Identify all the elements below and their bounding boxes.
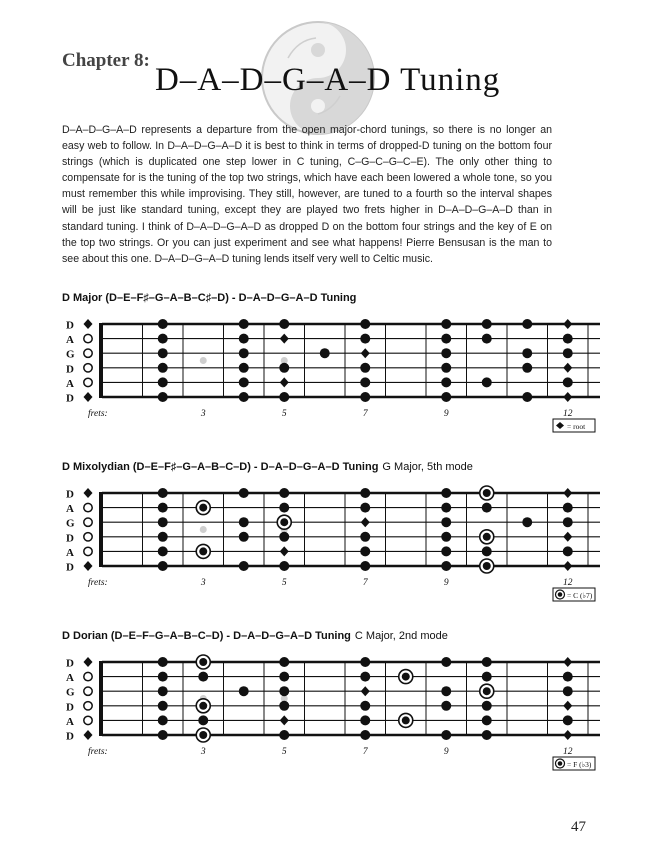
note-dot <box>482 319 492 329</box>
fretboard-d-major <box>60 312 600 442</box>
string-label: A <box>66 715 74 728</box>
diagram-1-heading <box>62 292 360 304</box>
note-dot <box>360 546 370 556</box>
note-dot <box>158 546 168 556</box>
note-dot <box>563 546 573 556</box>
note-dot <box>522 517 532 527</box>
legend-text: = F (♭3) <box>567 760 592 769</box>
note-dot <box>360 672 370 682</box>
note-dot <box>360 488 370 498</box>
note-root-diamond <box>563 392 572 402</box>
diagram-3-subtitle: C Major, 2nd mode <box>354 630 448 642</box>
note-dot <box>482 503 492 513</box>
note-dot <box>158 730 168 740</box>
string-label: A <box>66 546 74 559</box>
note-dot <box>441 546 451 556</box>
note-dot <box>279 503 289 513</box>
nut <box>99 661 103 736</box>
note-dot <box>563 503 573 513</box>
note-dot <box>360 657 370 667</box>
string-label: D <box>66 319 74 332</box>
note-target-center <box>199 731 207 739</box>
note-target-center <box>402 673 410 681</box>
note-target-center <box>280 518 288 526</box>
note-dot <box>279 561 289 571</box>
diagram-1-title: D Major (D–E–F♯–G–A–B–C♯–D) - D–A–D–G–A–D Tuning <box>62 292 357 304</box>
string-label: D <box>66 488 74 501</box>
note-dot <box>279 532 289 542</box>
note-dot <box>441 561 451 571</box>
diagram-2-title: D Mixolydian (D–E–F♯–G–A–B–C–D) - D–A–D–G–A–D Tuning <box>62 461 379 473</box>
string-label: A <box>66 503 74 516</box>
note-dot <box>198 672 208 682</box>
note-dot <box>360 392 370 402</box>
note-target-center <box>199 702 207 710</box>
note-dot <box>441 532 451 542</box>
note-dot <box>522 319 532 329</box>
page-number: 47 <box>571 819 586 835</box>
note-dot <box>279 392 289 402</box>
diagram-2-subtitle: G Major, 5th mode <box>382 461 473 473</box>
intro-paragraph: D–A–D–G–A–D represents a departure from the open major-chord tunings, so there is no longer an easy web to follow. In D–A–D–G–A–D it is best to think in terms of dropped-D tuning on the bottom four strings (which is duplicated one step lower in C tuning, C–G–C–G–C–E). The only other thing to compensate for is the tuning of the top two strings, which have each been lowered a whole tone, so you must remember this while improvising. They still, however, are tuned to a fourth so the interval shapes will be just like standard tuning, except they are played two frets higher in D–A–D–G–A–D than in standard tuning. I think of D–A–D–G–A–D as dropped D on the bottom four strings and the key of E on the top two strings. Or you can just experiment and see what happens! Pierre Bensusan is the man to see about this one. D–A–D–G–A–D tuning lends itself very well to Celtic music. <box>62 124 552 265</box>
note-dot <box>279 730 289 740</box>
string-label: D <box>66 730 74 743</box>
note-root-diamond <box>280 334 289 344</box>
note-dot <box>522 392 532 402</box>
note-dot <box>482 546 492 556</box>
open-string-open-circle <box>84 533 92 541</box>
open-string-open-circle <box>84 503 92 511</box>
note-dot <box>441 686 451 696</box>
note-dot <box>158 517 168 527</box>
note-dot <box>441 730 451 740</box>
note-dot <box>239 532 249 542</box>
note-dot <box>441 503 451 513</box>
note-dot <box>279 488 289 498</box>
note-root-diamond <box>280 715 289 725</box>
note-dot <box>360 363 370 373</box>
note-dot <box>563 377 573 387</box>
nut <box>99 492 103 567</box>
open-string-open-circle <box>84 672 92 680</box>
fret-number: 12 <box>563 578 573 588</box>
legend-text: = C (♭7) <box>567 591 593 600</box>
open-string-open-circle <box>84 687 92 695</box>
legend-target-icon-center <box>558 761 563 766</box>
chapter-label: Chapter 8: <box>62 50 150 71</box>
note-dot <box>360 532 370 542</box>
note-dot <box>279 319 289 329</box>
note-dot <box>441 348 451 358</box>
fret-number: 7 <box>362 409 368 419</box>
note-dot <box>482 715 492 725</box>
note-dot <box>441 319 451 329</box>
note-dot <box>279 657 289 667</box>
string-label: D <box>66 657 74 670</box>
note-dot <box>239 517 249 527</box>
fret-inlay-dot <box>200 357 207 364</box>
open-string-root-diamond <box>84 561 93 571</box>
note-root-diamond <box>361 686 370 696</box>
fretboard-d-dorian <box>60 650 600 780</box>
string-label: D <box>66 561 74 574</box>
note-dot <box>158 503 168 513</box>
note-dot <box>239 377 249 387</box>
open-string-open-circle <box>84 547 92 555</box>
note-dot <box>239 686 249 696</box>
fret-number: 5 <box>281 578 287 588</box>
fret-number: 12 <box>563 409 573 419</box>
frets-label: frets: <box>88 578 108 588</box>
note-root-diamond <box>563 319 572 329</box>
note-dot <box>158 532 168 542</box>
note-root-diamond <box>563 532 572 542</box>
note-dot <box>198 715 208 725</box>
note-root-diamond <box>563 730 572 740</box>
note-dot <box>239 334 249 344</box>
string-label: G <box>66 517 75 530</box>
note-dot <box>360 319 370 329</box>
string-label: G <box>66 686 75 699</box>
note-dot <box>563 334 573 344</box>
note-dot <box>563 686 573 696</box>
open-string-root-diamond <box>84 730 93 740</box>
note-dot <box>441 334 451 344</box>
fret-inlay-dot <box>200 526 207 533</box>
fret-number: 5 <box>281 409 287 419</box>
string-label: D <box>66 392 74 405</box>
note-dot <box>360 730 370 740</box>
note-target-center <box>199 504 207 512</box>
note-target-center <box>483 533 491 541</box>
note-dot <box>158 488 168 498</box>
note-dot <box>239 561 249 571</box>
note-target-center <box>483 687 491 695</box>
note-dot <box>522 348 532 358</box>
note-dot <box>158 561 168 571</box>
note-dot <box>279 686 289 696</box>
string-label: A <box>66 334 74 347</box>
string-label: G <box>66 348 75 361</box>
note-dot <box>482 657 492 667</box>
fret-number: 9 <box>443 747 449 757</box>
note-dot <box>158 319 168 329</box>
fret-number: 3 <box>200 747 206 757</box>
note-dot <box>158 348 168 358</box>
note-dot <box>441 363 451 373</box>
note-dot <box>158 701 168 711</box>
note-root-diamond <box>361 517 370 527</box>
note-dot <box>360 334 370 344</box>
string-label: A <box>66 672 74 685</box>
note-root-diamond <box>563 363 572 373</box>
open-string-open-circle <box>84 716 92 724</box>
note-root-diamond <box>563 561 572 571</box>
note-target-center <box>199 547 207 555</box>
note-dot <box>239 348 249 358</box>
note-dot <box>279 672 289 682</box>
open-string-open-circle <box>84 349 92 357</box>
legend-text: = root <box>567 422 586 431</box>
open-string-open-circle <box>84 702 92 710</box>
note-root-diamond <box>280 546 289 556</box>
note-dot <box>360 561 370 571</box>
note-dot <box>158 377 168 387</box>
open-string-open-circle <box>84 378 92 386</box>
open-string-open-circle <box>84 364 92 372</box>
fret-number: 7 <box>362 747 368 757</box>
note-dot <box>563 348 573 358</box>
string-label: D <box>66 532 74 545</box>
note-dot <box>563 672 573 682</box>
note-dot <box>482 730 492 740</box>
chapter-title: D–A–D–G–A–D Tuning <box>155 62 501 98</box>
note-dot <box>563 517 573 527</box>
note-dot <box>239 319 249 329</box>
note-dot <box>279 363 289 373</box>
fret-number: 12 <box>563 747 573 757</box>
fret-number: 3 <box>200 409 206 419</box>
note-root-diamond <box>563 701 572 711</box>
note-target-center <box>402 716 410 724</box>
legend-target-icon-center <box>558 592 563 597</box>
note-dot <box>158 657 168 667</box>
nut <box>99 323 103 398</box>
note-dot <box>441 392 451 402</box>
diagram-2-heading <box>62 461 473 473</box>
string-label: D <box>66 363 74 376</box>
note-dot <box>441 377 451 387</box>
open-string-root-diamond <box>84 319 93 329</box>
open-string-open-circle <box>84 518 92 526</box>
note-dot <box>563 715 573 725</box>
note-dot <box>158 363 168 373</box>
note-dot <box>482 672 492 682</box>
note-dot <box>239 363 249 373</box>
fretboard-d-mixolydian <box>60 481 600 611</box>
note-root-diamond <box>563 488 572 498</box>
note-dot <box>279 701 289 711</box>
note-root-diamond <box>563 657 572 667</box>
note-target-center <box>483 562 491 570</box>
note-dot <box>360 377 370 387</box>
fret-number: 9 <box>443 409 449 419</box>
note-dot <box>441 488 451 498</box>
diagram-3-title: D Dorian (D–E–F–G–A–B–C–D) - D–A–D–G–A–D Tuning <box>62 630 351 642</box>
note-dot <box>360 503 370 513</box>
note-dot <box>360 701 370 711</box>
note-target-center <box>483 489 491 497</box>
note-root-diamond <box>280 377 289 387</box>
note-dot <box>522 363 532 373</box>
note-dot <box>482 334 492 344</box>
note-dot <box>158 715 168 725</box>
note-dot <box>158 686 168 696</box>
note-dot <box>158 334 168 344</box>
note-root-diamond <box>361 348 370 358</box>
frets-label: frets: <box>88 409 108 419</box>
note-dot <box>158 672 168 682</box>
fret-number: 3 <box>200 578 206 588</box>
fret-number: 9 <box>443 578 449 588</box>
note-dot <box>158 392 168 402</box>
open-string-root-diamond <box>84 392 93 402</box>
note-dot <box>320 348 330 358</box>
open-string-root-diamond <box>84 488 93 498</box>
note-dot <box>482 701 492 711</box>
fret-number: 7 <box>362 578 368 588</box>
note-dot <box>441 517 451 527</box>
fret-number: 5 <box>281 747 287 757</box>
diagram-3-heading <box>62 630 448 642</box>
open-string-open-circle <box>84 334 92 342</box>
note-dot <box>360 715 370 725</box>
frets-label: frets: <box>88 747 108 757</box>
note-dot <box>441 657 451 667</box>
string-label: A <box>66 377 74 390</box>
string-label: D <box>66 701 74 714</box>
note-dot <box>239 392 249 402</box>
note-dot <box>239 488 249 498</box>
note-target-center <box>199 658 207 666</box>
note-dot <box>441 701 451 711</box>
open-string-root-diamond <box>84 657 93 667</box>
note-dot <box>482 377 492 387</box>
